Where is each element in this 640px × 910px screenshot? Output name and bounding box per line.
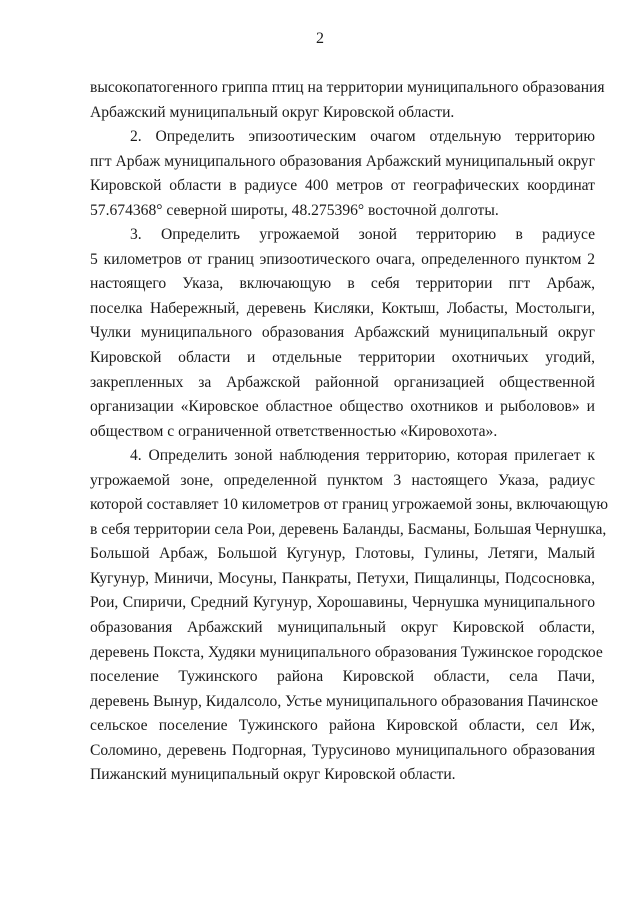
paragraph-1-continuation — [90, 76, 605, 125]
text-line: 57.674368° северной широты, 48.275396° восточной долготы. — [90, 201, 499, 219]
text-line: 3. Определить угрожаемой зоной территорию в радиусе — [130, 226, 595, 244]
text-line: Рои, Спиричи, Средний Кугунур, Хорошавины, Чернушка муниципального — [90, 594, 595, 612]
text-line: поселка Набережный, деревень Кисляки, Коктыш, Лобасты, Мостолыги, — [90, 299, 595, 317]
paragraph-3 — [90, 223, 595, 444]
paragraph-4 — [90, 444, 609, 788]
text-line: Кировской области в радиусе 400 метров от географических координат — [90, 177, 595, 195]
text-line: сельское поселение Тужинского района Кировской области, сел Иж, — [90, 717, 595, 735]
text-line: 5 километров от границ эпизоотического очага, определенного пунктом 2 — [90, 250, 595, 268]
text-line: пгт Арбаж муниципального образования Арбажский муниципальный округ — [90, 152, 595, 170]
text-line: настоящего Указа, включающую в себя территории пгт Арбаж, — [90, 275, 595, 293]
text-line: Чулки муниципального образования Арбажский муниципальный округ — [90, 324, 595, 342]
text-line: поселение Тужинского района Кировской области, села Пачи, — [90, 668, 595, 686]
text-line: образования Арбажский муниципальный округ Кировской области, — [90, 619, 595, 637]
text-line: 2. Определить эпизоотическим очагом отдельную территорию — [130, 128, 595, 146]
text-line: деревень Вынур, Кидалсоло, Устье муниципального образования Пачинское — [90, 692, 599, 710]
text-line: обществом с ограниченной ответственностью «Кировохота». — [90, 422, 498, 440]
text-line: в себя территории села Рои, деревень Баланды, Басманы, Большая Чернушка, — [90, 520, 607, 538]
text-line: которой составляет 10 километров от границ угрожаемой зоны, включающую — [90, 496, 609, 514]
text-line: Арбажский муниципальный округ Кировской области. — [90, 103, 455, 121]
text-line: 4. Определить зоной наблюдения территорию, которая прилегает к — [130, 447, 595, 465]
page-number: 2 — [316, 30, 324, 47]
text-line: высокопатогенного гриппа птиц на территории муниципального образования — [90, 79, 605, 96]
text-line: Пижанский муниципальный округ Кировской области. — [90, 766, 456, 784]
text-line: деревень Покста, Худяки муниципального образования Тужинское городское — [90, 643, 603, 661]
document-body — [90, 76, 609, 788]
text-line: Кугунур, Миничи, Мосуны, Панкраты, Петухи, Пищалинцы, Подсосновка, — [90, 569, 595, 587]
text-line: Соломино, деревень Подгорная, Турусиново муниципального образования — [90, 741, 595, 759]
text-line: Кировской области и отдельные территории охотничьих угодий, — [90, 349, 595, 367]
text-line: организации «Кировское областное общество охотников и рыболовов» и — [90, 398, 595, 416]
text-line: угрожаемой зоне, определенной пунктом 3 настоящего Указа, радиус — [90, 471, 595, 489]
paragraph-2 — [90, 125, 595, 223]
text-line: Большой Арбаж, Большой Кугунур, Глотовы, Гулины, Летяги, Малый — [90, 545, 595, 563]
text-line: закрепленных за Арбажской районной организацией общественной — [90, 373, 595, 391]
